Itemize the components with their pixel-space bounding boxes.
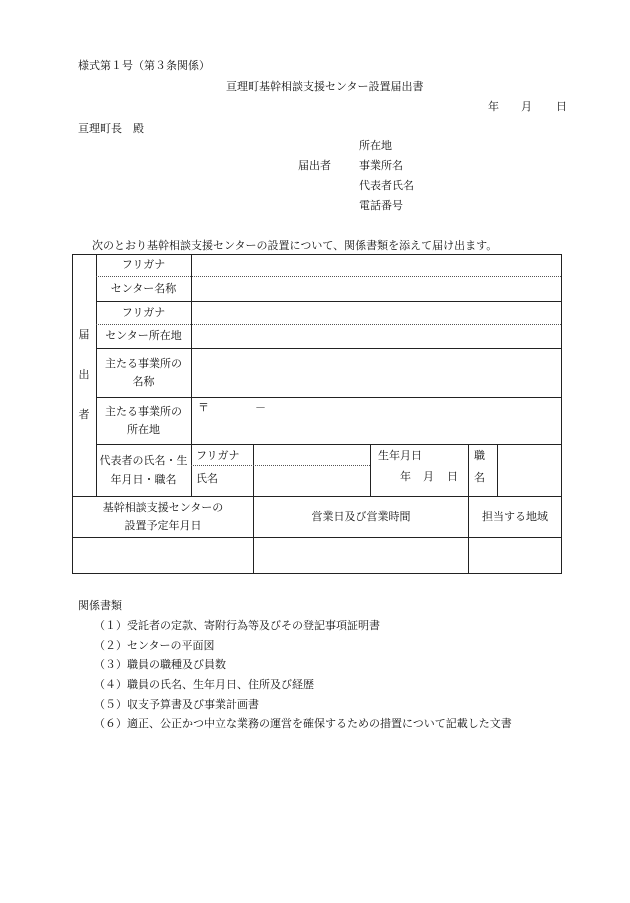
document-item: （５）収支予算書及び事業計画書	[94, 698, 259, 711]
birth-day-unit: 日	[447, 470, 458, 483]
rep-furigana-field[interactable]	[254, 445, 370, 465]
document-item: （２）センターの平面図	[94, 639, 215, 652]
rep-name-field[interactable]	[254, 466, 370, 496]
documents-heading: 関係書類	[78, 599, 122, 612]
birth-year-unit: 年	[400, 470, 411, 483]
planned-date-label: 基幹相談支援センターの 設置予定年月日	[102, 500, 224, 532]
job-title-label-1: 職	[474, 449, 485, 462]
job-title-label-2: 名	[474, 471, 485, 484]
postal-mark: 〒	[198, 401, 209, 414]
applicant-label: 届出者	[298, 159, 331, 172]
date-month: 月	[521, 100, 532, 113]
main-office-name-label: 主たる事業所の 名称	[105, 356, 182, 388]
date-year: 年	[488, 100, 499, 113]
furigana-label-1: フリガナ	[121, 257, 166, 271]
center-name-furigana-field[interactable]	[192, 255, 561, 276]
planned-date-field[interactable]	[73, 538, 253, 573]
document-item: （１）受託者の定款、寄附行為等及びその登記事項証明書	[94, 619, 380, 632]
business-hours-field[interactable]	[254, 538, 468, 573]
form-number: 様式第１号（第３条関係）	[78, 59, 210, 72]
applicant-representative-label: 代表者氏名	[359, 179, 414, 192]
area-field[interactable]	[469, 538, 561, 573]
applicant-address-label: 所在地	[359, 139, 392, 152]
rep-name-label: 氏名	[196, 472, 218, 485]
document-item: （６）適正、公正かつ中立な業務の運営を確保するための措置について記載した文書	[94, 717, 512, 730]
main-office-address-label: 主たる事業所の 所在地	[105, 404, 182, 436]
business-hours-label: 営業日及び営業時間	[311, 509, 411, 523]
birth-month-unit: 月	[423, 470, 434, 483]
area-label: 担当する地域	[482, 509, 548, 523]
intro-text: 次のとおり基幹相談支援センターの設置について、関係書類を添えて届け出ます。	[92, 239, 498, 252]
furigana-label-2: フリガナ	[121, 305, 166, 319]
applicant-phone-label: 電話番号	[359, 199, 403, 212]
center-address-furigana-field[interactable]	[192, 302, 561, 324]
representative-label: 代表者の氏名・生 年月日・職名	[99, 454, 188, 486]
date-day: 日	[556, 100, 567, 113]
center-name-label: センター名称	[110, 281, 177, 295]
addressee: 亘理町長 殿	[78, 122, 144, 135]
center-address-field[interactable]	[192, 325, 561, 348]
document-item: （４）職員の氏名、生年月日、住所及び経歴	[94, 678, 314, 691]
form-title: 亘理町基幹相談支援センター設置届出書	[226, 80, 424, 93]
document-item: （３）職員の職種及び員数	[94, 658, 226, 671]
main-office-address-field[interactable]	[192, 398, 561, 444]
center-name-field[interactable]	[192, 277, 561, 301]
applicant-side-label: 届 出 者	[78, 327, 90, 422]
postal-dash: －	[255, 401, 266, 414]
job-title-field[interactable]	[498, 445, 561, 496]
birth-date-label: 生年月日	[378, 449, 422, 462]
center-address-label: センター所在地	[105, 329, 182, 343]
rep-furigana-label: フリガナ	[196, 449, 240, 462]
main-office-name-field[interactable]	[192, 349, 561, 397]
applicant-office-label: 事業所名	[359, 159, 403, 172]
